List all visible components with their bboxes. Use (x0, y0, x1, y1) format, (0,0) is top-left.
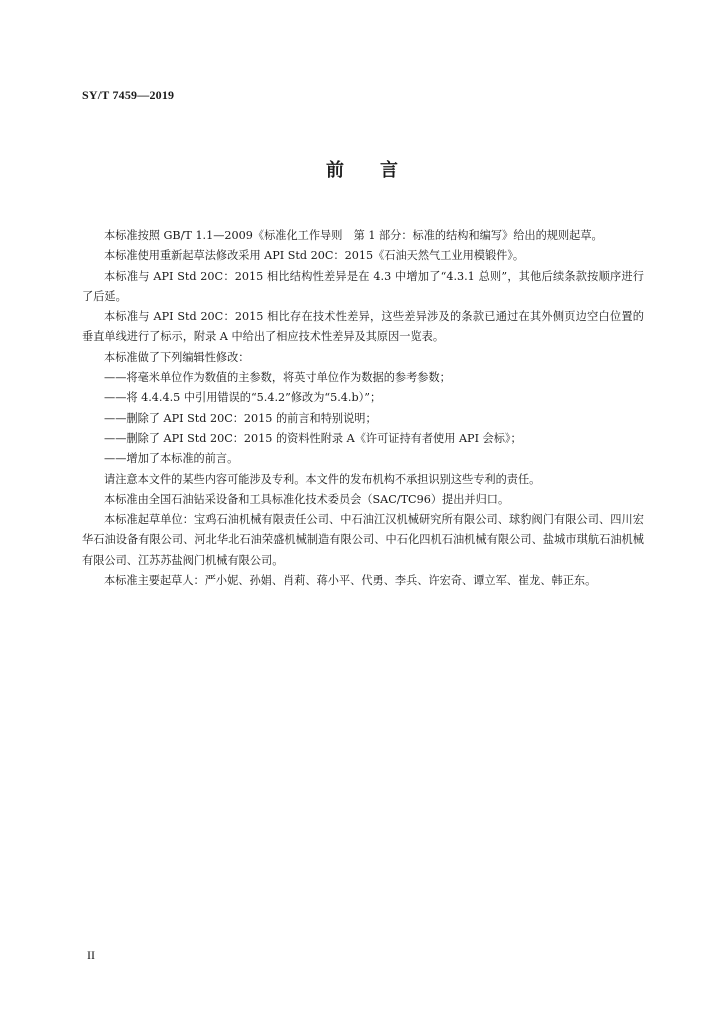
paragraph-proposer: 本标准由全国石油钻采设备和工具标准化技术委员会（SAC/TC96）提出并归口。 (104, 492, 510, 506)
page-title: 前言 (326, 160, 434, 181)
list-item-editorial-change: ——增加了本标准的前言。 (104, 452, 239, 466)
paragraph-adoption-method: 本标准使用重新起草法修改采用 API Std 20C：2015《石油天然气工业用模锻件》。 (104, 249, 525, 263)
list-item-editorial-change: ——将毫米单位作为数值的主参数，将英寸单位作为数据的参考参数； (104, 371, 451, 385)
paragraph-drafting-rules: 本标准按照 GB/T 1.1—2009《标准化工作导则 第 1 部分：标准的结构和编写》给出的规则起草。 (104, 229, 603, 242)
paragraph-main-drafters: 本标准主要起草人：严小妮、孙娟、肖莉、蒋小平、代勇、李兵、许宏奇、谭立军、崔龙、韩正东。 (104, 574, 597, 588)
foreword-body (82, 226, 644, 591)
list-item-editorial-change: ——删除了 API Std 20C：2015 的前言和特别说明； (104, 411, 377, 425)
paragraph-editorial-changes-intro: 本标准做了下列编辑性修改： (104, 350, 250, 364)
list-item-editorial-change: ——删除了 API Std 20C：2015 的资料性附录 A《许可证持有者使用 API 会标》； (104, 431, 522, 445)
list-item-editorial-change: ——将 4.4.4.5 中引用错误的“5.4.2”修改为“5.4.b）”； (104, 391, 382, 405)
page-number: II (87, 948, 95, 962)
paragraph-patent-notice: 请注意本文件的某些内容可能涉及专利。本文件的发布机构不承担识别这些专利的责任。 (104, 472, 541, 486)
paragraph-drafting-organizations: 本标准起草单位：宝鸡石油机械有限责任公司、中石油江汉机械研究所有限公司、球豹阀门有限公司、四川宏华石油设备有限公司、河北华北石油荣盛机械制造有限公司、中石化四机石油机械有限公司、盐城市琪航石油机械有限公司、江苏苏盐阀门机械有限公司。 (82, 513, 644, 567)
paragraph-technical-differences: 本标准与 API Std 20C：2015 相比存在技术性差异，这些差异涉及的条款已通过在其外侧页边空白位置的垂直单线进行了标示，附录 A 中给出了相应技术性差异及其原因一览表。 (82, 310, 644, 344)
standard-code: SY/T 7459—2019 (82, 88, 175, 102)
paragraph-structural-differences: 本标准与 API Std 20C：2015 相比结构性差异是在 4.3 中增加了“4.3.1 总则”，其他后续条款按顺序进行了后延。 (82, 269, 644, 303)
